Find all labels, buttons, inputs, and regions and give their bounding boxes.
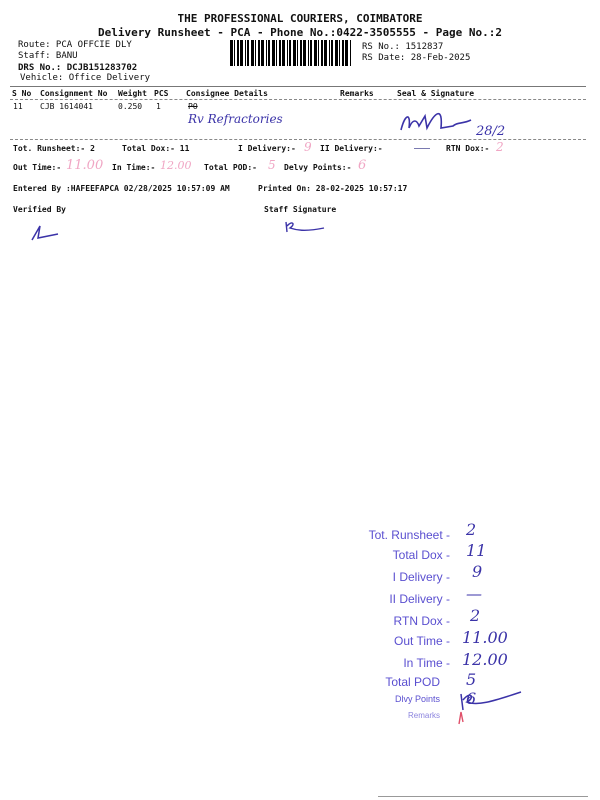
i-delivery: I Delivery:- <box>238 144 296 153</box>
stamp-label: Out Time - <box>393 634 450 648</box>
col-consignee: Consignee Details <box>186 89 268 98</box>
row-pcs: 1 <box>156 102 161 111</box>
company-name: THE PROFESSIONAL COURIERS, COIMBATORE <box>177 12 423 25</box>
barcode-bar <box>321 40 323 66</box>
barcode-bar <box>287 40 288 66</box>
barcode-bar <box>279 40 281 66</box>
barcode-bar <box>266 40 267 66</box>
barcode <box>230 40 354 66</box>
stamp-value: 6 <box>466 689 477 708</box>
barcode-bar <box>300 40 302 66</box>
barcode-bar <box>245 40 246 66</box>
barcode-bar <box>276 40 277 66</box>
stamp-label: Tot. Runsheet - <box>368 528 450 542</box>
rtn-dox: RTN Dox:- <box>446 144 490 153</box>
drs-number: DRS No.: DCJB151283702 <box>18 63 138 73</box>
stamp-value: — <box>466 584 482 603</box>
rs-number: RS No.: 1512837 <box>362 42 444 52</box>
barcode-bar <box>345 40 348 66</box>
col-weight: Weight <box>118 89 147 98</box>
row-weight: 0.250 <box>118 102 143 111</box>
total-dox: Total Dox:- 11 <box>122 144 190 153</box>
stamp-value: 11 <box>466 541 487 560</box>
barcode-bar <box>350 40 351 66</box>
barcode-bar <box>314 40 317 66</box>
barcode-bar <box>324 40 327 66</box>
barcode-bar <box>293 40 296 66</box>
staff-signature-label: Staff Signature <box>264 205 337 214</box>
staff-signature <box>282 218 330 236</box>
out-time-handwritten: 11.00 <box>66 158 104 173</box>
ii-delivery-dash <box>414 148 430 149</box>
i-delivery-handwritten: 9 <box>304 140 312 154</box>
stamp-label: RTN Dox - <box>393 614 450 628</box>
stamp-value: 2 <box>466 520 477 539</box>
row-consignee-handwritten: Rv Refractories <box>188 112 283 126</box>
rtn-dox-handwritten: 2 <box>496 140 504 154</box>
bottom-edge-rule <box>378 796 588 797</box>
barcode-bar <box>297 40 298 66</box>
barcode-bar <box>247 40 249 66</box>
staff-label: Staff: BANU <box>18 51 78 61</box>
barcode-bar <box>261 40 264 66</box>
row-consignment: CJB 1614041 <box>40 102 93 111</box>
signature-date: 28/2 <box>476 124 506 139</box>
stamp-value: 12.00 <box>462 650 508 669</box>
stamp-label: Total Dox - <box>392 548 450 562</box>
stamp-label: In Time - <box>403 656 450 670</box>
barcode-bar <box>255 40 256 66</box>
stamp-label: Dlvy Points <box>394 694 440 704</box>
entered-by: Entered By :HAFEEFAPCA 02/28/2025 10:57:09 AM <box>13 184 230 193</box>
col-sno: S No <box>12 89 32 98</box>
barcode-bar <box>339 40 340 66</box>
route-label: Route: PCA OFFCIE DLY <box>18 40 132 50</box>
verified-by-label: Verified By <box>13 205 66 214</box>
stamp-label: Total POD <box>385 675 440 689</box>
stamp-label: II Delivery - <box>389 592 450 606</box>
total-pod: Total POD:- <box>204 163 257 172</box>
stamp-value: 2 <box>470 606 481 625</box>
barcode-bar <box>342 40 344 66</box>
barcode-bar <box>329 40 330 66</box>
stamp-value: 9 <box>472 562 483 581</box>
verified-by-signature <box>28 222 64 244</box>
barcode-bar <box>282 40 285 66</box>
tot-runsheet: Tot. Runsheet:- 2 <box>13 144 95 153</box>
barcode-bar <box>272 40 275 66</box>
barcode-bar <box>258 40 260 66</box>
ii-delivery: II Delivery:- <box>320 144 383 153</box>
barcode-bar <box>251 40 254 66</box>
col-consignment: Consignment No <box>40 89 108 98</box>
barcode-bar <box>308 40 309 66</box>
in-time: In Time:- <box>112 163 156 172</box>
total-pod-handwritten: 5 <box>268 158 276 172</box>
barcode-bar <box>237 40 239 66</box>
stamp-value: 11.00 <box>462 628 508 647</box>
vehicle-label: Vehicle: Office Delivery <box>20 73 151 83</box>
barcode-bar <box>318 40 319 66</box>
stamp-label: I Delivery - <box>392 570 450 584</box>
barcode-bar <box>230 40 233 66</box>
barcode-bar <box>331 40 333 66</box>
table-top-rule <box>10 86 586 87</box>
barcode-bars <box>230 40 354 66</box>
col-remarks: Remarks <box>340 89 374 98</box>
barcode-bar <box>310 40 312 66</box>
delvy-points-handwritten: 6 <box>358 158 367 173</box>
out-time: Out Time:- <box>13 163 62 172</box>
col-pcs: PCS <box>154 89 169 98</box>
row-sno: 11 <box>13 102 23 111</box>
row-consignee-print: PO <box>188 102 198 111</box>
col-seal-signature: Seal & Signature <box>397 89 475 98</box>
barcode-bar <box>335 40 338 66</box>
stamp-label: Remarks <box>407 711 440 720</box>
barcode-bar <box>240 40 243 66</box>
printed-on: Printed On: 28-02-2025 10:57:17 <box>258 184 408 193</box>
rs-date: RS Date: 28-Feb-2025 <box>362 53 471 63</box>
stamp-signature <box>455 688 527 728</box>
delvy-points: Delvy Points:- <box>284 163 352 172</box>
barcode-bar <box>303 40 306 66</box>
table-header-rule <box>10 99 586 100</box>
barcode-bar <box>268 40 270 66</box>
barcode-bar <box>289 40 291 66</box>
in-time-handwritten: 12.00 <box>160 159 192 172</box>
consignee-signature <box>395 104 475 140</box>
stamp-value: 5 <box>466 670 477 689</box>
document-title: Delivery Runsheet - PCA - Phone No.:0422-3505555 - Page No.:2 <box>98 26 502 39</box>
barcode-bar <box>234 40 235 66</box>
